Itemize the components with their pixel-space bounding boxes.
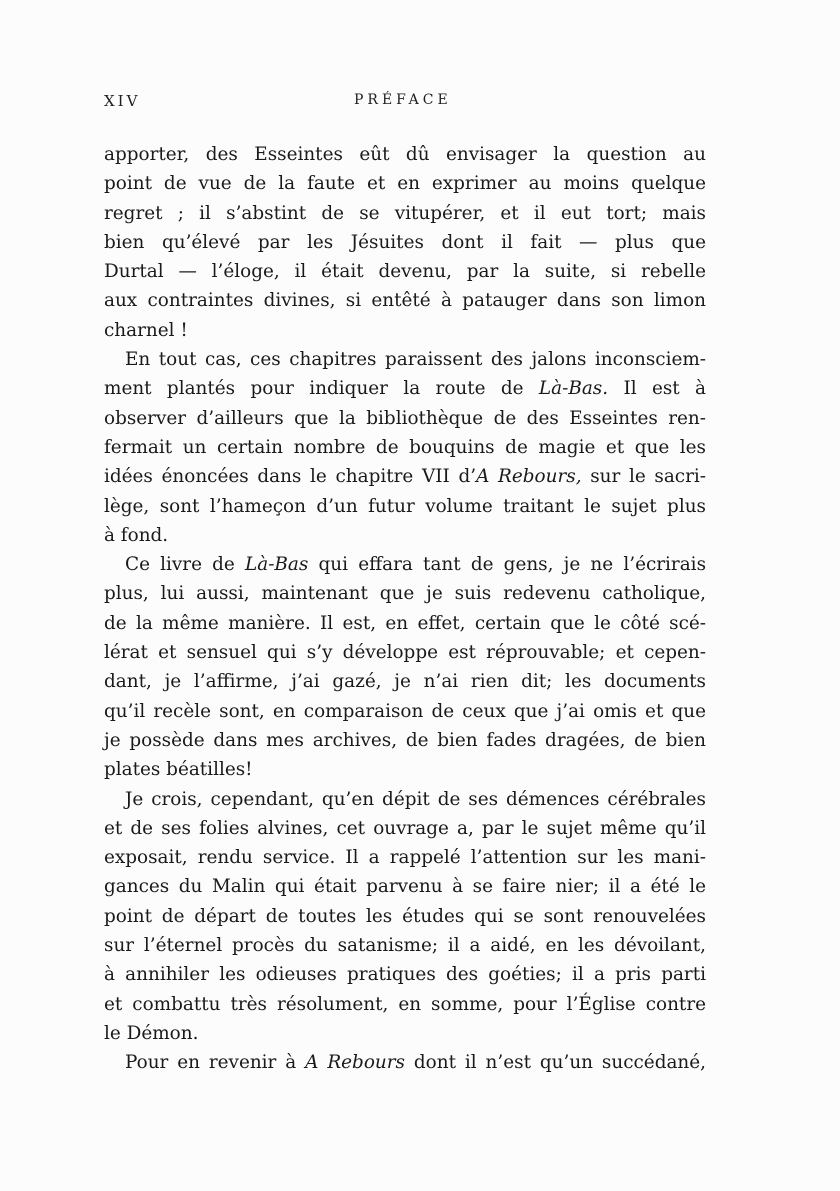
text-line: sur l’éternel procès du satanisme; il a aidé, en les dévoilant,: [104, 935, 706, 957]
text-line: Je crois, cependant, qu’en dépit de ses démences cérébrales: [125, 788, 706, 810]
text-line: [104, 550, 706, 579]
text-run: Pour en revenir à: [125, 1052, 306, 1074]
text-line: [104, 374, 706, 403]
text-line: gances du Malin qui était parvenu à se faire nier; il a été le: [104, 876, 706, 898]
text-line: lérat et sensuel qui s’y développe est réprouvable; et cepen-: [104, 642, 706, 664]
text-line: regret ; il s’abstint de se vitupérer, et il eut tort; mais: [104, 202, 706, 224]
text-run: sur le sacri-: [581, 466, 706, 488]
text-line: En tout cas, ces chapitres paraissent des jalons inconsciem-: [125, 349, 706, 371]
text-line: je possède dans mes archives, de bien fades dragées, de bien: [104, 729, 706, 751]
text-line: bien qu’élevé par les Jésuites dont il fait — plus que: [104, 231, 706, 253]
text-run: idées énoncées dans le chapitre VII d’: [104, 466, 477, 488]
text-line: dant, je l’affirme, j’ai gazé, je n’ai rien dit; les documents: [104, 671, 706, 693]
text-line: qu’il recèle sont, en comparaison de ceux que j’ai omis et que: [104, 700, 706, 722]
text-line: observer d’ailleurs que la bibliothèque de des Esseintes ren-: [104, 407, 706, 429]
book-title: A Rebours,: [476, 466, 582, 488]
page-number: XIV: [104, 92, 141, 110]
text-line: exposait, rendu service. Il a rappelé l’attention sur les mani-: [104, 847, 706, 869]
text-line: fermait un certain nombre de bouquins de magie et que les: [104, 436, 706, 458]
text-line: aux contraintes divines, si entêté à patauger dans son limon: [104, 290, 706, 312]
text-line: et de ses folies alvines, cet ouvrage a, par le sujet même qu’il: [104, 817, 706, 839]
text-run: Ce livre de: [125, 554, 246, 576]
text-line: apporter, des Esseintes eût dû envisager la question au: [104, 144, 706, 165]
text-line: le Démon.: [104, 1022, 199, 1044]
text-line: de la même manière. Il est, en effet, certain que le côté scé-: [104, 612, 706, 634]
body-text: [104, 140, 706, 1078]
text-line: point de départ de toutes les études qui se sont renouvelées: [104, 905, 706, 927]
text-line: charnel !: [104, 319, 188, 341]
book-title: Là-Bas: [245, 554, 309, 576]
running-title: PRÉFACE: [354, 92, 452, 108]
text-line: [104, 1048, 706, 1077]
text-run: Il est à: [608, 378, 706, 400]
text-line: lège, sont l’hameçon d’un futur volume traitant le sujet plus: [104, 495, 706, 517]
text-line: à fond.: [104, 524, 169, 546]
text-line: à annihiler les odieuses pratiques des goéties; il a pris parti: [104, 964, 706, 986]
text-run: dont il n’est qu’un succédané,: [404, 1052, 706, 1074]
text-run: qui effara tant de gens, je ne l’écrirais: [308, 554, 707, 576]
text-line: point de vue de la faute et en exprimer au moins quelque: [104, 173, 706, 195]
book-title: A Rebours: [305, 1052, 405, 1074]
book-title: Là-Bas.: [538, 378, 609, 400]
text-line: plates béatilles!: [104, 759, 253, 781]
text-line: [104, 462, 706, 491]
text-line: plus, lui aussi, maintenant que je suis redevenu catholique,: [104, 583, 706, 605]
text-run: ment plantés pour indiquer la route de: [104, 378, 539, 400]
text-line: Durtal — l’éloge, il était devenu, par la suite, si rebelle: [104, 261, 706, 283]
page-header: [104, 92, 706, 116]
text-line: et combattu très résolument, en somme, pour l’Église contre: [104, 993, 706, 1015]
